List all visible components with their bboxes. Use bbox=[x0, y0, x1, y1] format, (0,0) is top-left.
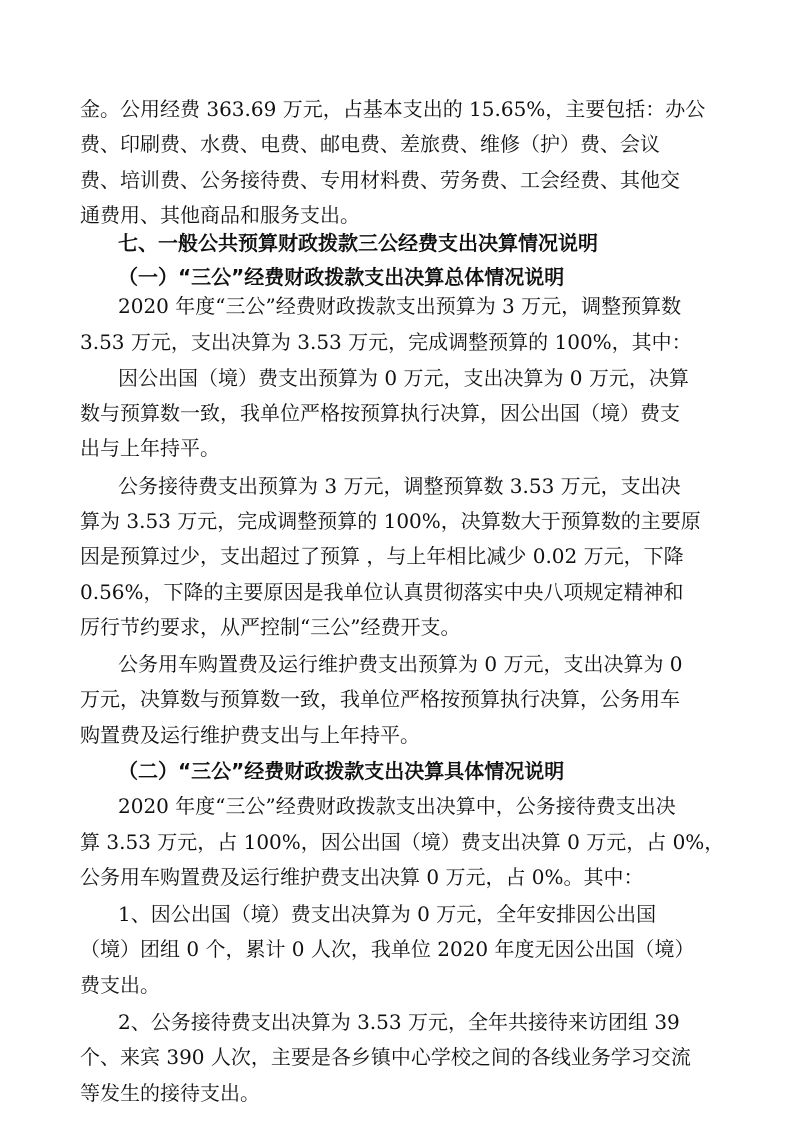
text-line: （境）团组 0 个，累计 0 人次，我单位 2020 年度无因公出国（境） bbox=[80, 937, 695, 961]
text-line: 购置费及运行维护费支出与上年持平。 bbox=[80, 723, 420, 747]
text-line: 费、印刷费、水费、电费、邮电费、差旅费、维修（护）费、会议 bbox=[80, 132, 660, 156]
paragraph-first-line: 2020 年度“三公”经费财政拨款支出预算为 3 万元，调整预算数 bbox=[118, 294, 682, 318]
text-line: 个、来宾 390 人次，主要是各乡镇中心学校之间的各线业务学习交流 bbox=[80, 1045, 691, 1069]
text-line: 0.56%，下降的主要原因是我单位认真贯彻落实中央八项规定精神和 bbox=[80, 580, 684, 604]
text-line: 厉行节约要求，从严控制“三公”经费开支。 bbox=[80, 615, 461, 639]
text-line: 算 3.53 万元，占 100%，因公出国（境）费支出决算 0 万元，占 0%， bbox=[80, 830, 725, 854]
paragraph-first-line: 因公出国（境）费支出预算为 0 万元，支出决算为 0 万元，决算 bbox=[118, 366, 689, 390]
section-heading: 七、一般公共预算财政拨款三公经费支出决算情况说明 bbox=[118, 231, 598, 255]
subsection-heading: （二）“三公”经费财政拨款支出决算具体情况说明 bbox=[118, 759, 565, 783]
text-line: 算为 3.53 万元，完成调整预算的 100%，决算数大于预算数的主要原 bbox=[80, 509, 701, 533]
text-line: 因是预算过少，支出超过了预算 ，与上年相比减少 0.02 万元，下降 bbox=[80, 544, 684, 568]
text-line: 金。公用经费 363.69 万元，占基本支出的 15.65%，主要包括：办公 bbox=[80, 97, 706, 121]
text-line: 通费用、其他商品和服务支出。 bbox=[80, 203, 360, 227]
text-line: 费、培训费、公务接待费、专用材料费、劳务费、工会经费、其他交 bbox=[80, 168, 680, 192]
paragraph-first-line: 公务用车购置费及运行维护费支出预算为 0 万元，支出决算为 0 bbox=[118, 652, 683, 676]
text-line: 费支出。 bbox=[80, 973, 160, 997]
paragraph-first-line: 公务接待费支出预算为 3 万元，调整预算数 3.53 万元，支出决 bbox=[118, 474, 681, 498]
text-line: 公务用车购置费及运行维护费支出决算 0 万元，占 0%。其中： bbox=[80, 865, 644, 889]
subsection-heading: （一）“三公”经费财政拨款支出决算总体情况说明 bbox=[118, 265, 565, 289]
text-line: 数与预算数一致，我单位严格按预算执行决算，因公出国（境）费支 bbox=[80, 401, 680, 425]
text-line: 出与上年持平。 bbox=[80, 436, 220, 460]
text-line: 万元，决算数与预算数一致，我单位严格按预算执行决算，公务用车 bbox=[80, 687, 680, 711]
text-line: 等发生的接待支出。 bbox=[80, 1081, 260, 1105]
paragraph-first-line: 2020 年度“三公”经费财政拨款支出决算中，公务接待费支出决 bbox=[118, 794, 676, 818]
paragraph-first-line: 2、公务接待费支出决算为 3.53 万元，全年共接待来访团组 39 bbox=[118, 1010, 680, 1034]
text-line: 3.53 万元，支出决算为 3.53 万元，完成调整预算的 100%，其中： bbox=[80, 330, 692, 354]
paragraph-first-line: 1、因公出国（境）费支出决算为 0 万元，全年安排因公出国 bbox=[118, 902, 657, 926]
